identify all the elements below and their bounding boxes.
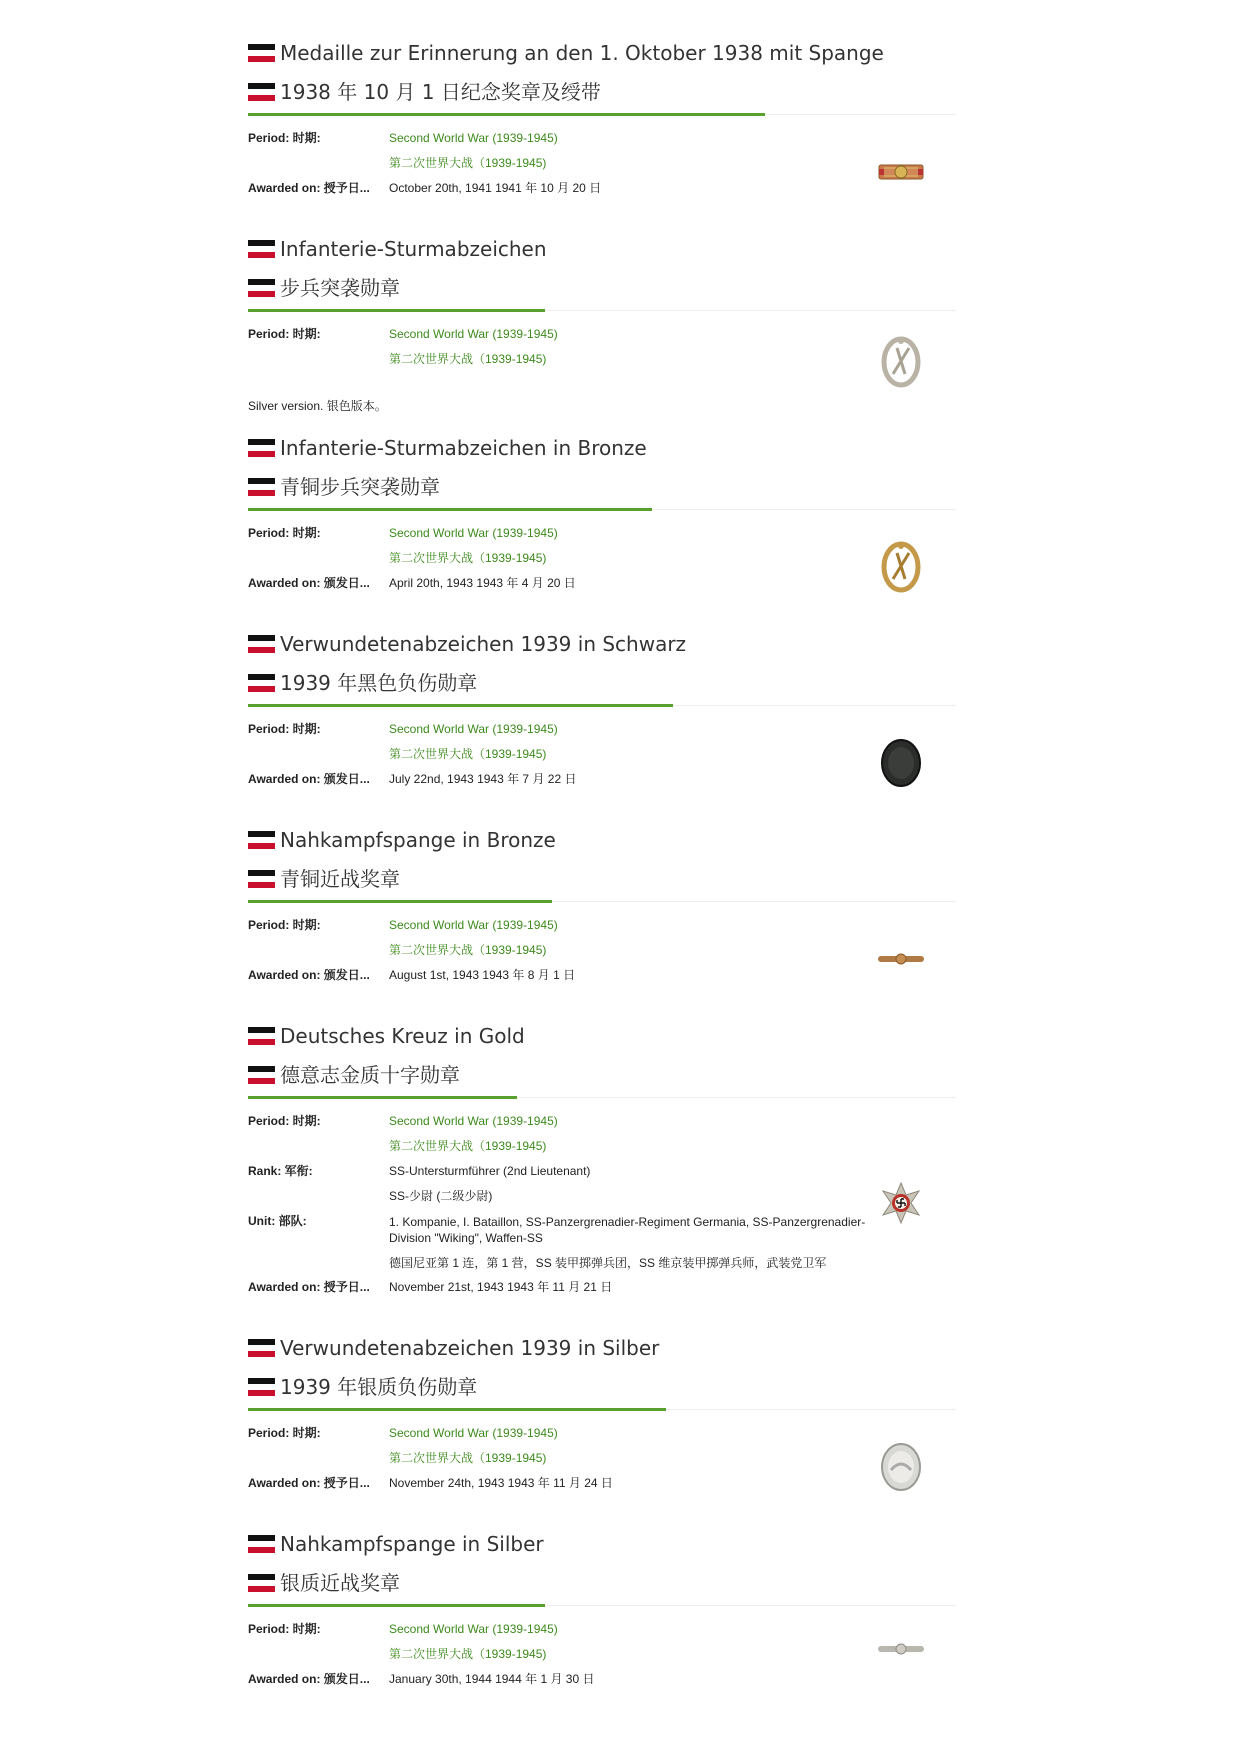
awarded-value: October 20th, 1941 1941 年 10 月 20 日 — [389, 181, 602, 195]
german-cross-icon[interactable] — [866, 1168, 936, 1238]
rank-label: Rank: 军衔: — [248, 1164, 313, 1178]
silver-infantry-badge-icon[interactable] — [866, 327, 936, 397]
title-row-zh — [248, 72, 956, 111]
period-label: Period: 时期: — [248, 722, 321, 736]
flag-icon — [248, 1378, 275, 1396]
awarded-value: January 30th, 1944 1944 年 1 月 30 日 — [389, 1672, 595, 1686]
title-row-zh — [248, 268, 956, 307]
awards-list — [248, 33, 956, 1692]
flag-icon — [248, 240, 275, 258]
title-row-de — [248, 820, 956, 859]
period-value-zh: 第二次世界大战（1939-1945) — [389, 156, 547, 170]
award-entry — [248, 33, 956, 229]
period-value-en: Second World War (1939-1945) — [389, 131, 558, 145]
silver-close-combat-clasp-icon[interactable] — [866, 1614, 936, 1684]
period-value-zh: 第二次世界大战（1939-1945) — [389, 943, 547, 957]
period-value-zh: 第二次世界大战（1939-1945) — [389, 551, 547, 565]
period-value-en: Second World War (1939-1945) — [389, 1426, 558, 1440]
award-title-zh: 银质近战奖章 — [280, 1570, 400, 1595]
flag-icon — [248, 1066, 275, 1084]
flag-icon — [248, 1339, 275, 1357]
title-row-zh — [248, 663, 956, 702]
flag-icon — [248, 831, 275, 849]
award-title-de: Verwundetenabzeichen 1939 in Silber — [280, 1335, 660, 1360]
period-value-en: Second World War (1939-1945) — [389, 1622, 558, 1636]
black-wound-badge-icon[interactable] — [866, 728, 936, 798]
period-value-zh: 第二次世界大战（1939-1945) — [389, 1139, 547, 1153]
title-row-de — [248, 33, 956, 72]
award-details — [248, 1606, 956, 1692]
award-title-zh: 青铜近战奖章 — [280, 866, 400, 891]
flag-icon — [248, 478, 275, 496]
title-row-zh — [248, 1055, 956, 1094]
medal-with-clasp-icon[interactable] — [866, 137, 936, 207]
period-value-en: Second World War (1939-1945) — [389, 1114, 558, 1128]
award-title-de: Infanterie-Sturmabzeichen in Bronze — [280, 435, 647, 460]
bronze-infantry-badge-icon[interactable] — [866, 532, 936, 602]
period-value-en: Second World War (1939-1945) — [389, 918, 558, 932]
awarded-value: November 21st, 1943 1943 年 11 月 21 日 — [389, 1280, 613, 1294]
period-label: Period: 时期: — [248, 131, 321, 145]
award-details — [248, 115, 956, 229]
flag-icon — [248, 279, 275, 297]
award-details — [248, 1410, 956, 1524]
award-entry — [248, 1524, 956, 1692]
award-title-de: Verwundetenabzeichen 1939 in Schwarz — [280, 631, 687, 656]
award-entry — [248, 1328, 956, 1524]
award-details — [248, 902, 956, 1016]
period-value-en: Second World War (1939-1945) — [389, 327, 558, 341]
flag-icon — [248, 674, 275, 692]
unit-label: Unit: 部队: — [248, 1214, 307, 1228]
period-label: Period: 时期: — [248, 1426, 321, 1440]
bronze-close-combat-clasp-icon[interactable] — [866, 924, 936, 994]
period-value-zh: 第二次世界大战（1939-1945) — [389, 1451, 547, 1465]
awarded-label: Awarded on: 颁发日... — [248, 968, 370, 982]
rank-value-en: SS-Untersturmführer (2nd Lieutenant) — [389, 1164, 591, 1178]
title-row-de — [248, 229, 956, 268]
title-row-zh — [248, 1367, 956, 1406]
award-details — [248, 510, 956, 624]
period-value-zh: 第二次世界大战（1939-1945) — [389, 747, 547, 761]
award-title-zh: 1939 年黑色负伤勋章 — [280, 670, 478, 695]
title-row-de — [248, 1524, 956, 1563]
award-title-zh: 步兵突袭勋章 — [280, 275, 400, 300]
award-title-de: Medaille zur Erinnerung an den 1. Oktober 1938 mit Spange — [280, 40, 884, 65]
award-title-zh: 德意志金质十字勋章 — [280, 1062, 460, 1087]
award-entry — [248, 820, 956, 1016]
awarded-value: August 1st, 1943 1943 年 8 月 1 日 — [389, 968, 576, 982]
awarded-value: April 20th, 1943 1943 年 4 月 20 日 — [389, 576, 576, 590]
period-label: Period: 时期: — [248, 526, 321, 540]
awarded-label: Awarded on: 授予日... — [248, 1280, 370, 1294]
awarded-label: Awarded on: 授予日... — [248, 181, 370, 195]
flag-icon — [248, 1027, 275, 1045]
awarded-value: July 22nd, 1943 1943 年 7 月 22 日 — [389, 772, 577, 786]
period-label: Period: 时期: — [248, 1622, 321, 1636]
title-row-de — [248, 1328, 956, 1367]
period-value-en: Second World War (1939-1945) — [389, 526, 558, 540]
flag-icon — [248, 870, 275, 888]
period-label: Period: 时期: — [248, 918, 321, 932]
award-title-de: Nahkampfspange in Silber — [280, 1531, 544, 1556]
award-entry — [248, 229, 956, 428]
award-title-zh: 青铜步兵突袭勋章 — [280, 474, 440, 499]
period-value-zh: 第二次世界大战（1939-1945) — [389, 352, 547, 366]
award-title-de: Nahkampfspange in Bronze — [280, 827, 556, 852]
awarded-label: Awarded on: 颁发日... — [248, 772, 370, 786]
awarded-value: November 24th, 1943 1943 年 11 月 24 日 — [389, 1476, 613, 1490]
flag-icon — [248, 1535, 275, 1553]
award-title-zh: 1938 年 10 月 1 日纪念奖章及绶带 — [280, 79, 601, 104]
flag-icon — [248, 44, 275, 62]
flag-icon — [248, 635, 275, 653]
awarded-label: Awarded on: 授予日... — [248, 1476, 370, 1490]
award-details — [248, 311, 956, 412]
flag-icon — [248, 439, 275, 457]
award-details — [248, 1098, 956, 1328]
rank-value-zh: SS-少尉 (二级少尉) — [389, 1189, 493, 1203]
awarded-label: Awarded on: 颁发日... — [248, 1672, 370, 1686]
awarded-label: Awarded on: 颁发日... — [248, 576, 370, 590]
award-title-de: Infanterie-Sturmabzeichen — [280, 236, 547, 261]
award-entry — [248, 428, 956, 624]
title-row-de — [248, 1016, 956, 1055]
title-row-zh — [248, 1563, 956, 1602]
flag-icon — [248, 1574, 275, 1592]
period-label: Period: 时期: — [248, 1114, 321, 1128]
period-value-zh: 第二次世界大战（1939-1945) — [389, 1647, 547, 1661]
title-row-de — [248, 624, 956, 663]
award-note: Silver version. 银色版本。 — [248, 399, 387, 413]
award-title-de: Deutsches Kreuz in Gold — [280, 1023, 525, 1048]
award-title-zh: 1939 年银质负伤勋章 — [280, 1374, 478, 1399]
title-row-de — [248, 428, 956, 467]
award-details — [248, 706, 956, 820]
unit-value-zh: 德国尼亚第 1 连，第 1 营，SS 装甲掷弹兵团，SS 维京装甲掷弹兵师，武装党卫军 — [389, 1256, 827, 1270]
title-row-zh — [248, 859, 956, 898]
silver-wound-badge-icon[interactable] — [866, 1432, 936, 1502]
unit-value-en: 1. Kompanie, I. Bataillon, SS-Panzergrenadier-Regiment Germania, SS-Panzergrenadier-Division "Wiking", Waffen-SS — [389, 1215, 866, 1245]
award-entry — [248, 1016, 956, 1328]
period-value-en: Second World War (1939-1945) — [389, 722, 558, 736]
award-entry — [248, 624, 956, 820]
title-row-zh — [248, 467, 956, 506]
flag-icon — [248, 83, 275, 101]
period-label: Period: 时期: — [248, 327, 321, 341]
